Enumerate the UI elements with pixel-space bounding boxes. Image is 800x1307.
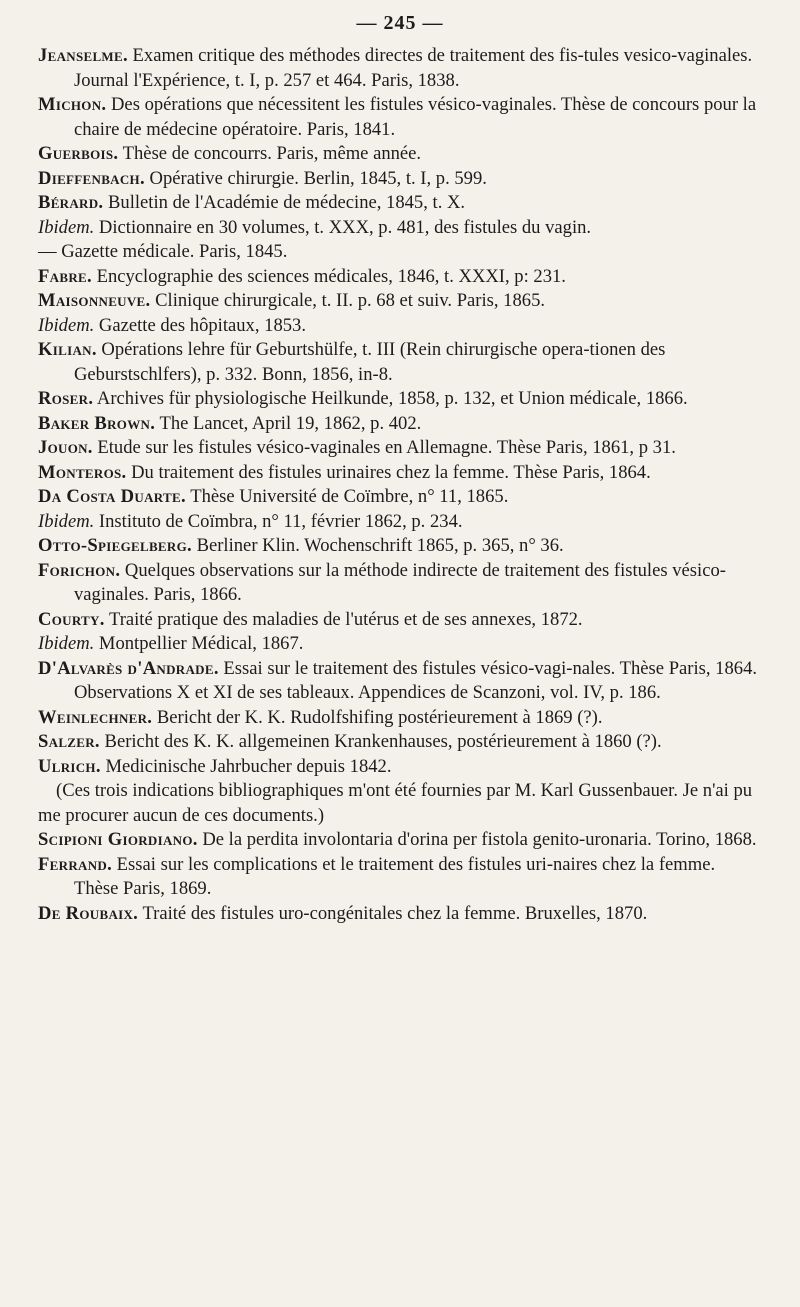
entry-text: Thèse de concourrs. Paris, même année. bbox=[118, 143, 422, 164]
bibliography-entry bbox=[38, 216, 760, 241]
bibliography-entry bbox=[38, 828, 760, 853]
entry-ibidem: Ibidem. bbox=[38, 510, 95, 532]
entry-ibidem: Ibidem. bbox=[38, 633, 95, 654]
entry-text: Bulletin de l'Académie de médecine, 1845, t. X. bbox=[103, 192, 466, 213]
entry-author: Forichon. bbox=[38, 559, 121, 581]
page-number: — 245 — bbox=[356, 12, 444, 34]
bibliography-entry bbox=[38, 191, 760, 216]
bibliography-entry bbox=[38, 412, 760, 437]
entry-author: Ulrich. bbox=[38, 755, 101, 777]
entry-text: De la perdita involontaria d'orina per fistola genito-uronaria. Torino, 1868. bbox=[197, 829, 757, 850]
bibliography-entry bbox=[38, 902, 760, 927]
entry-text: Thèse Université de Coïmbre, n° 11, 1865. bbox=[185, 486, 509, 507]
bibliography-entry bbox=[38, 534, 760, 559]
entry-text: Encyclographie des sciences médicales, 1846, t. XXXI, p: 231. bbox=[91, 265, 566, 287]
entry-author: Monteros. bbox=[38, 461, 127, 483]
entry-author: Baker Brown. bbox=[38, 412, 156, 434]
bibliography-entries-continued bbox=[38, 828, 760, 926]
entry-text: Berliner Klin. Wochenschrift 1865, p. 365, n° 36. bbox=[191, 535, 564, 556]
entry-author: D'Alvarès d'Andrade. bbox=[38, 657, 219, 679]
entry-author: Courty. bbox=[38, 608, 105, 630]
entry-text: Bericht der K. K. Rudolfshifing postérieurement à 1869 (?). bbox=[152, 706, 603, 728]
entry-text: Quelques observations sur la méthode indirecte de traitement des fistules vésico-vaginales. Paris, 1866. bbox=[74, 559, 726, 605]
entry-author: Weinlechner. bbox=[38, 706, 153, 728]
entry-text: Instituto de Coïmbra, n° 11, février 1862, p. 234. bbox=[94, 510, 463, 532]
entry-author: Maisonneuve. bbox=[38, 290, 151, 311]
bibliography-entry bbox=[38, 632, 760, 657]
entry-text: Examen critique des méthodes directes de traitement des fis-tules vesico-vaginales. Journal l'Expérience, t. I, p. 257 et 464. Paris, 1838. bbox=[74, 45, 753, 91]
entry-text: Opérative chirurgie. Berlin, 1845, t. I, p. 599. bbox=[144, 167, 487, 189]
entry-author: De Roubaix. bbox=[38, 902, 139, 924]
bibliography-entry bbox=[38, 755, 760, 780]
bibliography-entry bbox=[38, 387, 760, 412]
entry-text: The Lancet, April 19, 1862, p. 402. bbox=[155, 412, 422, 434]
bibliography-entry bbox=[38, 730, 760, 755]
entry-text: Bericht des K. K. allgemeinen Krankenhauses, postérieurement à 1860 (?). bbox=[99, 731, 662, 752]
bibliography-entry bbox=[38, 167, 760, 192]
bibliography-entries bbox=[38, 44, 760, 779]
entry-author: Otto-Spiegelberg. bbox=[38, 535, 192, 556]
entry-author: Kilian. bbox=[38, 339, 97, 360]
bibliography-note: (Ces trois indications bibliographiques m'ont été fournies par M. Karl Gussenbauer. Je n'ai pu me procurer aucun de ces documents.) bbox=[38, 780, 753, 826]
bibliography-entry bbox=[38, 461, 760, 486]
bibliography-list bbox=[38, 44, 760, 926]
entry-text: Medicinische Jahrbucher depuis 1842. bbox=[100, 755, 392, 777]
entry-text: Traité des fistules uro-congénitales chez la femme. Bruxelles, 1870. bbox=[138, 902, 648, 924]
entry-ibidem: Ibidem. bbox=[38, 216, 95, 238]
bibliography-entry bbox=[38, 93, 760, 142]
entry-ibidem: Ibidem. bbox=[38, 314, 95, 336]
bibliography-entry bbox=[38, 44, 760, 93]
entry-text: Montpellier Médical, 1867. bbox=[94, 633, 304, 654]
entry-author: Fabre. bbox=[38, 265, 92, 287]
bibliography-entry bbox=[38, 559, 760, 608]
entry-author: Scipioni Giordiano. bbox=[38, 829, 198, 850]
entry-author: Michon. bbox=[38, 94, 107, 115]
entry-author: Bérard. bbox=[38, 192, 104, 213]
entry-author: Jeanselme. bbox=[38, 45, 128, 66]
bibliography-entry bbox=[38, 853, 760, 902]
entry-text: Essai sur les complications et le traitement des fistules uri-naires chez la femme. Thèse Paris, 1869. bbox=[74, 853, 716, 899]
entry-text: Des opérations que nécessitent les fistules vésico-vaginales. Thèse de concours pour la chaire de médecine opératoire. Paris, 1841. bbox=[74, 94, 757, 140]
bibliography-entry bbox=[38, 706, 760, 731]
bibliography-entry bbox=[38, 265, 760, 290]
bibliography-entry bbox=[38, 485, 760, 510]
entry-text: Du traitement des fistules urinaires chez la femme. Thèse Paris, 1864. bbox=[126, 461, 651, 483]
entry-text: Gazette des hôpitaux, 1853. bbox=[94, 314, 306, 336]
entry-author: Salzer. bbox=[38, 731, 100, 752]
entry-text: Traité pratique des maladies de l'utérus et de ses annexes, 1872. bbox=[104, 608, 583, 630]
bibliography-entry bbox=[38, 240, 760, 265]
entry-text: Etude sur les fistules vésico-vaginales en Allemagne. Thèse Paris, 1861, p 31. bbox=[92, 437, 676, 458]
bibliography-entry bbox=[38, 510, 760, 535]
entry-author: Roser. bbox=[38, 388, 94, 409]
entry-text: Clinique chirurgicale, t. II. p. 68 et suiv. Paris, 1865. bbox=[150, 290, 546, 311]
entry-text: Dictionnaire en 30 volumes, t. XXX, p. 481, des fistules du vagin. bbox=[94, 216, 592, 238]
entry-author: Ferrand. bbox=[38, 853, 113, 875]
entry-text: Archives für physiologische Heilkunde, 1858, p. 132, et Union médicale, 1866. bbox=[93, 388, 688, 409]
bibliography-entry bbox=[38, 338, 760, 387]
entry-text: Opérations lehre für Geburtshülfe, t. III (Rein chirurgische opera-tionen des Geburstschlfers), p. 332. Bonn, 1856, in-8. bbox=[74, 339, 666, 385]
entry-dash: — bbox=[38, 241, 57, 262]
bibliography-entry bbox=[38, 314, 760, 339]
bibliography-entry bbox=[38, 289, 760, 314]
entry-text: Gazette médicale. Paris, 1845. bbox=[56, 241, 288, 262]
entry-author: Guerbois. bbox=[38, 143, 119, 164]
bibliography-entry bbox=[38, 142, 760, 167]
entry-author: Da Costa Duarte. bbox=[38, 486, 186, 507]
bibliography-entry bbox=[38, 657, 760, 706]
bibliography-entry bbox=[38, 608, 760, 633]
entry-author: Jouon. bbox=[38, 437, 93, 458]
entry-text: Essai sur le traitement des fistules vésico-vagi-nales. Thèse Paris, 1864. Observations X et XI de ses tableaux. Appendices de Scanzoni, vol. IV, p. 186. bbox=[74, 657, 758, 703]
entry-author: Dieffenbach. bbox=[38, 167, 145, 189]
bibliography-entry bbox=[38, 436, 760, 461]
